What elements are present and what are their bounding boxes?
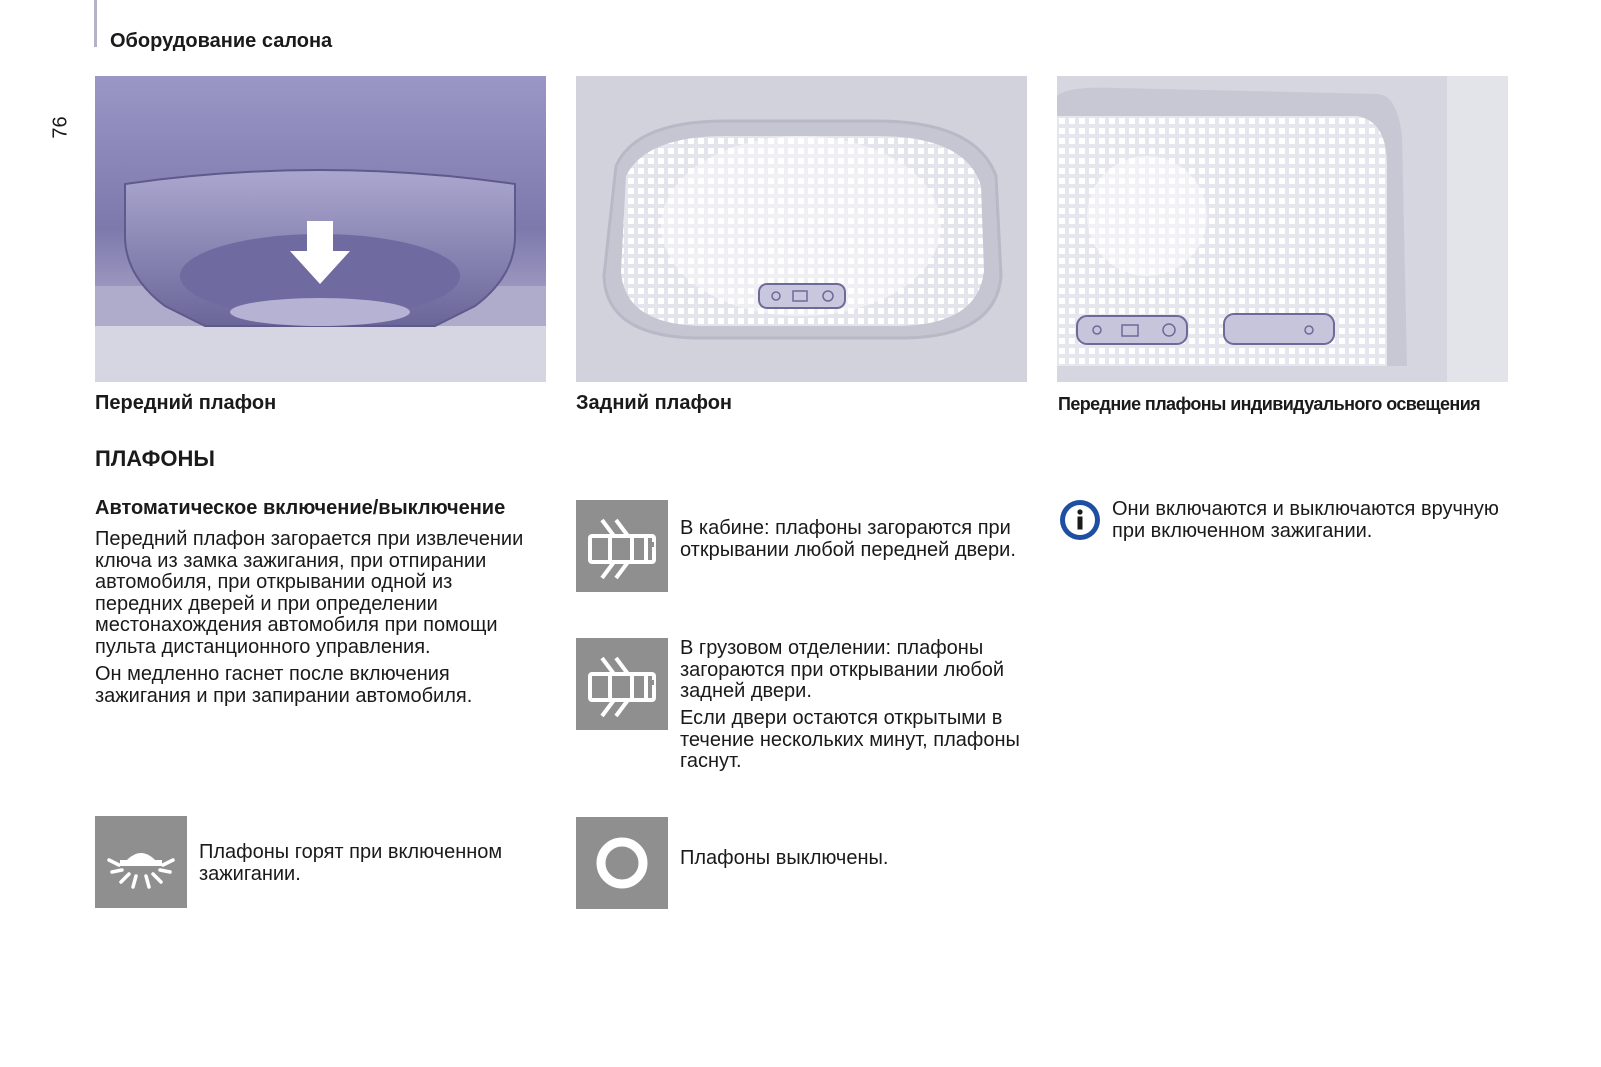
cargo-door-tile bbox=[576, 638, 668, 730]
info-icon bbox=[1058, 498, 1102, 542]
cabin-door-tile bbox=[576, 500, 668, 592]
cargo-text-1: В грузовом отделении: плафоны загораются при открывании любой задней двери. bbox=[680, 637, 1005, 702]
cabin-text: В кабине: плафоны загораются при открывании любой передней двери. bbox=[680, 517, 1016, 561]
auto-subheading: Автоматическое включение/выключение bbox=[95, 497, 506, 519]
auto-paragraph-2: Он медленно гаснет после включения зажигания и при запирании автомобиля. bbox=[95, 663, 473, 707]
rear-light-photo bbox=[576, 76, 1027, 382]
reading-lights-photo bbox=[1057, 76, 1508, 382]
front-light-photo bbox=[95, 76, 546, 382]
ignition-text: Плафоны горят при включенном зажигании. bbox=[199, 841, 503, 885]
cargo-text-2: Если двери остаются открытыми в течение нескольких минут, плафоны гаснут. bbox=[680, 707, 1020, 772]
info-text: Они включаются и выключаются вручную при включенном зажигании. bbox=[1112, 498, 1499, 542]
ignition-light-tile bbox=[95, 816, 187, 908]
dome-light-on-icon bbox=[95, 816, 187, 908]
door-open-icon bbox=[576, 500, 668, 592]
page-number: 76 bbox=[49, 116, 72, 139]
lights-off-tile bbox=[576, 817, 668, 909]
door-open-icon bbox=[576, 638, 668, 730]
reading-lights-caption: Передние плафоны индивидуального освещения bbox=[1058, 394, 1481, 414]
off-text: Плафоны выключены. bbox=[680, 847, 889, 869]
section-title: Оборудование салона bbox=[110, 30, 333, 52]
main-heading: ПЛАФОНЫ bbox=[95, 446, 215, 471]
auto-paragraph-1: Передний плафон загорается при извлечении ключа из замка зажигания, при отпирании автомобиля, при открывании одной из передних дверей и при определении местонахождения автомобиля при помощи пульта дистанционного управления. bbox=[95, 528, 524, 658]
header-accent-bar bbox=[94, 0, 97, 47]
rear-light-caption: Задний плафон bbox=[576, 392, 733, 414]
circle-off-icon bbox=[576, 817, 668, 909]
front-light-caption: Передний плафон bbox=[95, 392, 277, 414]
